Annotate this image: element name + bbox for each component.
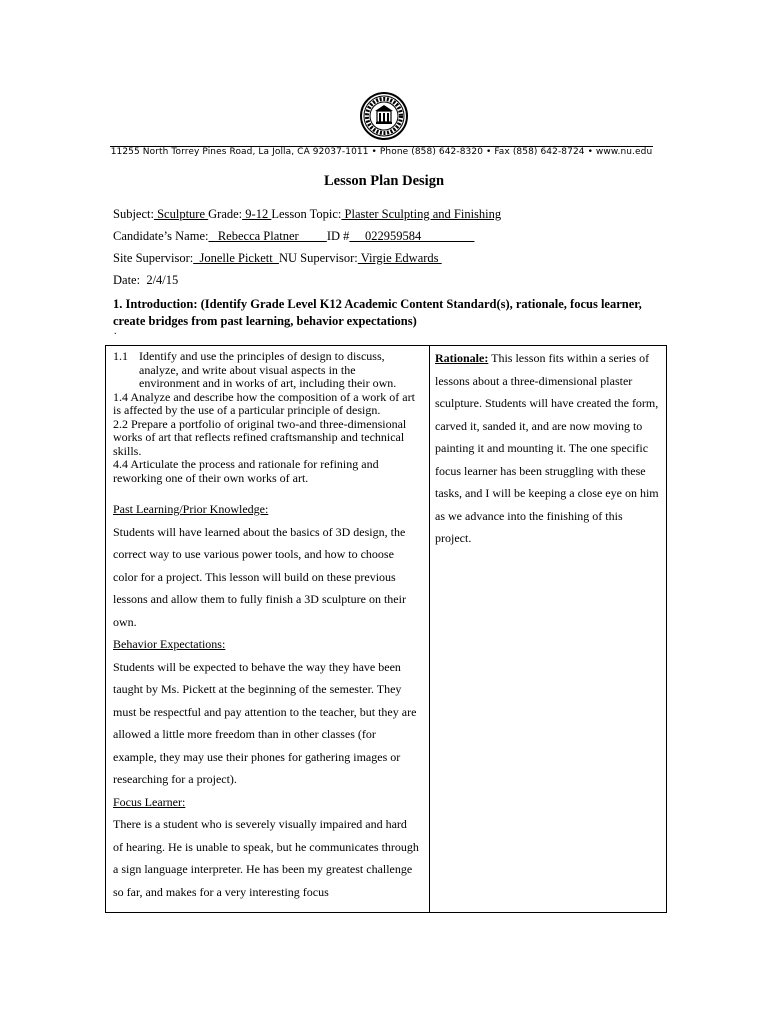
candidate-label: Candidate’s Name: xyxy=(113,229,209,243)
id-label: ID # xyxy=(326,229,350,243)
lesson-plan-table xyxy=(105,345,667,913)
topic-label: Lesson Topic: xyxy=(271,207,342,221)
standards-column xyxy=(113,350,419,903)
stray-period: . xyxy=(114,326,117,337)
behavior-expectations-heading: Behavior Expectations: xyxy=(113,637,226,651)
subject-label: Subject: xyxy=(113,207,154,221)
standard-2-2: 2.2 Prepare a portfolio of original two-and three-dimensional works of art that reflects refined craftsmanship and technical skills. xyxy=(113,416,407,458)
nu-supervisor-label: NU Supervisor: xyxy=(278,251,358,265)
past-learning-heading: Past Learning/Prior Knowledge: xyxy=(113,502,269,516)
past-learning-text: Students will have learned about the basics of 3D design, the correct way to use various power tools, and how to choose color for a project. This lesson will build on these previous lessons and allow them to fully finish a 3D sculpture on their own. xyxy=(113,524,406,629)
rationale-text: This lesson fits within a series of lessons about a three-dimensional plaster sculpture. Students will have created the form, carved it, sanded it, and are now moving to painting it and mounting it. The one specific focus learner has been struggling with these tasks, and I will be keeping a close eye on him as we advance into the finishing of this project. xyxy=(435,351,659,545)
focus-learner-heading: Focus Learner: xyxy=(113,794,186,809)
rationale-heading: Rationale: xyxy=(435,351,489,365)
standard-1-1-text: Identify and use the principles of design to discuss, analyze, and write about visual aspects in the environment and in works of art, including their own. xyxy=(139,349,397,390)
candidate-value: Rebecca Platner xyxy=(208,229,327,243)
grade-label: Grade: xyxy=(208,207,243,221)
standard-1-1 xyxy=(113,350,419,391)
focus-learner-text: There is a student who is severely visually impaired and hard of hearing. He is unable to speak, but he communicates through a sign language interpreter. He has been my greatest challenge so far, and makes for a very interesting focus xyxy=(113,817,419,899)
rationale-column xyxy=(435,347,660,550)
date-value: 2/4/15 xyxy=(146,273,179,287)
date-line xyxy=(113,273,178,288)
supervisor-line xyxy=(113,251,442,266)
nu-supervisor-value: Virgie Edwards xyxy=(357,251,442,265)
standard-1-1-number: 1.1 xyxy=(113,349,128,363)
standard-4-4: 4.4 Articulate the process and rationale for refining and reworking one of their own works of art. xyxy=(113,457,379,485)
page-title: Lesson Plan Design xyxy=(323,173,445,189)
grade-value: 9-12 xyxy=(242,207,272,221)
date-label: Date: xyxy=(113,273,141,287)
id-value: 022959584 xyxy=(349,229,475,243)
address-line: 11255 North Torrey Pines Road, La Jolla, CA 92037-1011 • Phone (858) 642-8320 • Fax (858) 642-8724 • www.nu.edu xyxy=(110,147,653,157)
column-divider xyxy=(429,346,430,912)
introduction-heading: 1. Introduction: (Identify Grade Level K12 Academic Content Standard(s), rationale, focus learner, create bridges from past learning, behavior expectations) xyxy=(113,297,642,328)
topic-value: Plaster Sculpting and Finishing xyxy=(341,207,502,221)
subject-line xyxy=(113,207,501,222)
site-supervisor-value: Jonelle Pickett xyxy=(193,251,279,265)
site-supervisor-label: Site Supervisor: xyxy=(113,251,194,265)
standard-1-4: 1.4 Analyze and describe how the composition of a work of art is affected by the use of a particular principle of design. xyxy=(113,389,415,417)
subject-value: Sculpture xyxy=(153,207,209,221)
behavior-expectations-text: Students will be expected to behave the way they have been taught by Ms. Pickett at the beginning of the semester. They must be respectful and pay attention to the teacher, but they are allowed a little more freedom than in other classes (for example, they may use their phones for gathering images or researching for a project). xyxy=(113,659,417,786)
candidate-line xyxy=(113,229,474,244)
university-seal-icon xyxy=(360,92,408,140)
